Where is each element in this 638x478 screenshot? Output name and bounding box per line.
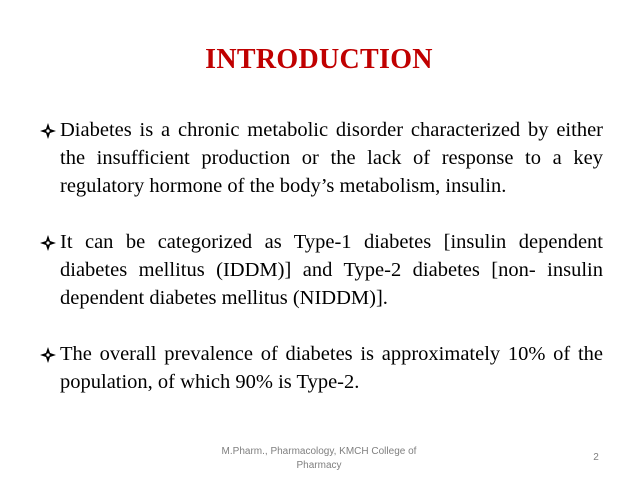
- bullet-text: The overall prevalence of diabetes is approximately 10% of the population, of which 90% is Type-2.: [60, 343, 603, 393]
- diamond-bullet-icon: [40, 347, 56, 363]
- bullet-list: [40, 116, 603, 396]
- bullet-item: [40, 228, 603, 312]
- bullet-text: It can be categorized as Type-1 diabetes [insulin dependent diabetes mellitus (IDDM)] and Type-2 diabetes [non- insulin dependent diabetes mellitus (NIDDM)].: [60, 231, 603, 309]
- bullet-item: [40, 116, 603, 200]
- diamond-bullet-icon: [40, 235, 56, 251]
- slide-title: INTRODUCTION: [205, 44, 433, 75]
- slide-footer: M.Pharm., Pharmacology, KMCH College of Pharmacy: [221, 446, 417, 471]
- bullet-text: Diabetes is a chronic metabolic disorder characterized by either the insufficient production or the lack of response to a key regulatory hormone of the body’s metabolism, insulin.: [60, 119, 603, 197]
- page-number: 2: [593, 452, 599, 463]
- diamond-bullet-icon: [40, 123, 56, 139]
- bullet-item: [40, 340, 603, 396]
